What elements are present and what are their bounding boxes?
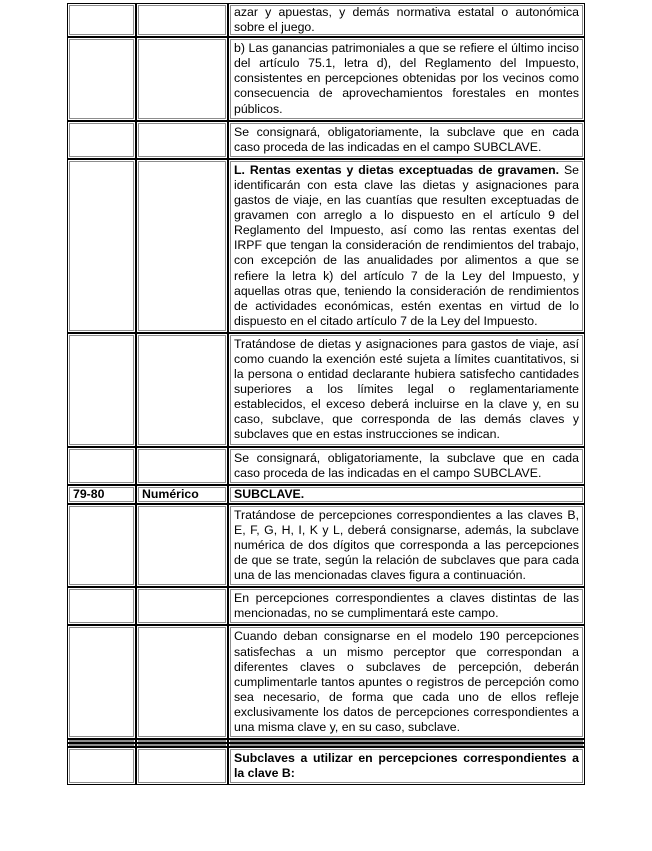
field-header-row <box>67 485 585 504</box>
type-cell <box>136 504 228 587</box>
description-text: Tratándose de percepciones correspondientes a las claves B, E, F, G, H, I, K y L, deberá consignarse, además, la subclave numérica de dos dígitos que corresponda a las percepciones de que se trate, según la relación de subclaves que para cada una de las mencionadas claves figura a continuación. <box>234 507 579 583</box>
description-cell <box>228 447 585 485</box>
description-text: En percepciones correspondientes a claves distintas de las mencionadas, no se cumplimentará este campo. <box>234 591 579 621</box>
description-text: Se consignará, obligatoriamente, la subclave que en cada caso proceda de las indicadas en el campo SUBCLAVE. <box>234 124 579 154</box>
description-text: Tratándose de dietas y asignaciones para gastos de viaje, así como cuando la exención esté sujeta a límites cuantitativos, si la persona o entidad declarante hubiera satisfecho cantidades superiores a los límites legal o reglamentariamente establecidos, el exceso deberá incluirse en la clave y, en su caso, subclave, que corresponda de las demás claves y subclaves que en estas instrucciones se indican. <box>234 336 579 442</box>
table-row <box>67 747 585 785</box>
type-cell <box>136 37 228 120</box>
description-cell <box>228 625 585 739</box>
description-cell <box>228 121 585 159</box>
type-cell <box>136 3 228 37</box>
table-row <box>67 3 585 37</box>
description-text: Cuando deban consignarse en el modelo 190 percepciones satisfechas a un mismo perceptor que correspondan a diferentes claves o subclaves de percepción, deberán cumplimentarle tantos apuntes o registros de percepción como sea necesario, de forma que cada uno de ellos refleje exclusivamente los datos de percepciones correspondientes a una misma clave y, en su caso, subclave. <box>234 629 579 735</box>
position-cell <box>67 3 136 37</box>
type-cell: Numérico <box>136 485 228 504</box>
table-row <box>67 587 585 625</box>
description-text: Se identificarán con esta clave las dietas y asignaciones para gastos de viaje, en las cuantías que resulten exceptuadas de gravamen con arreglo a lo dispuesto en el artículo 9 del Reglamento del Impuesto, así como las rentas exentas del IRPF que tengan la consideración de rendimientos del trabajo, con excepción de las anualidades por alimentos a que se refiere la letra k) del artículo 7 de la Ley del Impuesto, y aquellas otras que, teniendo la consideración de rendimientos de actividades económicas, estén exentas en virtud de lo dispuesto en el citado artículo 7 de la Ley del Impuesto. <box>234 162 579 328</box>
type-cell <box>136 333 228 447</box>
description-text: b) Las ganancias patrimoniales a que se refiere el último inciso del artículo 75.1, letra d), del Reglamento del Impuesto, consistentes en percepciones obtenidas por los vecinos como consecuencia de aprovechamientos forestales en montes públicos. <box>234 41 579 116</box>
description-cell <box>228 504 585 587</box>
position-cell <box>67 37 136 120</box>
section-heading: L. Rentas exentas y dietas exceptuadas de gravamen. <box>234 162 560 177</box>
type-cell <box>136 625 228 739</box>
position-cell <box>67 587 136 625</box>
position-cell <box>67 504 136 587</box>
position-cell <box>67 447 136 485</box>
position-cell: 79-80 <box>67 485 136 504</box>
table-row <box>67 625 585 739</box>
description-cell <box>228 159 585 333</box>
type-cell <box>136 159 228 333</box>
table-row <box>67 37 585 120</box>
position-cell <box>67 333 136 447</box>
section-heading: Subclaves a utilizar en percepciones correspondientes a la clave B: <box>234 751 579 781</box>
description-text: Se consignará, obligatoriamente, la subclave que en cada caso proceda de las indicadas en el campo SUBCLAVE. <box>234 450 579 480</box>
field-name-cell: SUBCLAVE. <box>228 485 585 504</box>
table-row <box>67 447 585 485</box>
description-text: azar y apuestas, y demás normativa estatal o autonómica sobre el juego. <box>234 5 579 35</box>
position-cell <box>67 159 136 333</box>
description-cell <box>228 333 585 447</box>
position-cell <box>67 121 136 159</box>
type-cell <box>136 121 228 159</box>
document-table <box>67 3 585 785</box>
position-cell <box>67 747 136 785</box>
description-cell <box>228 747 585 785</box>
table-row <box>67 159 585 333</box>
description-cell <box>228 587 585 625</box>
table-row <box>67 504 585 587</box>
position-cell <box>67 625 136 739</box>
type-cell <box>136 747 228 785</box>
type-cell <box>136 447 228 485</box>
description-cell <box>228 3 585 37</box>
table-row <box>67 121 585 159</box>
table-row <box>67 333 585 447</box>
type-cell <box>136 587 228 625</box>
description-cell <box>228 37 585 120</box>
